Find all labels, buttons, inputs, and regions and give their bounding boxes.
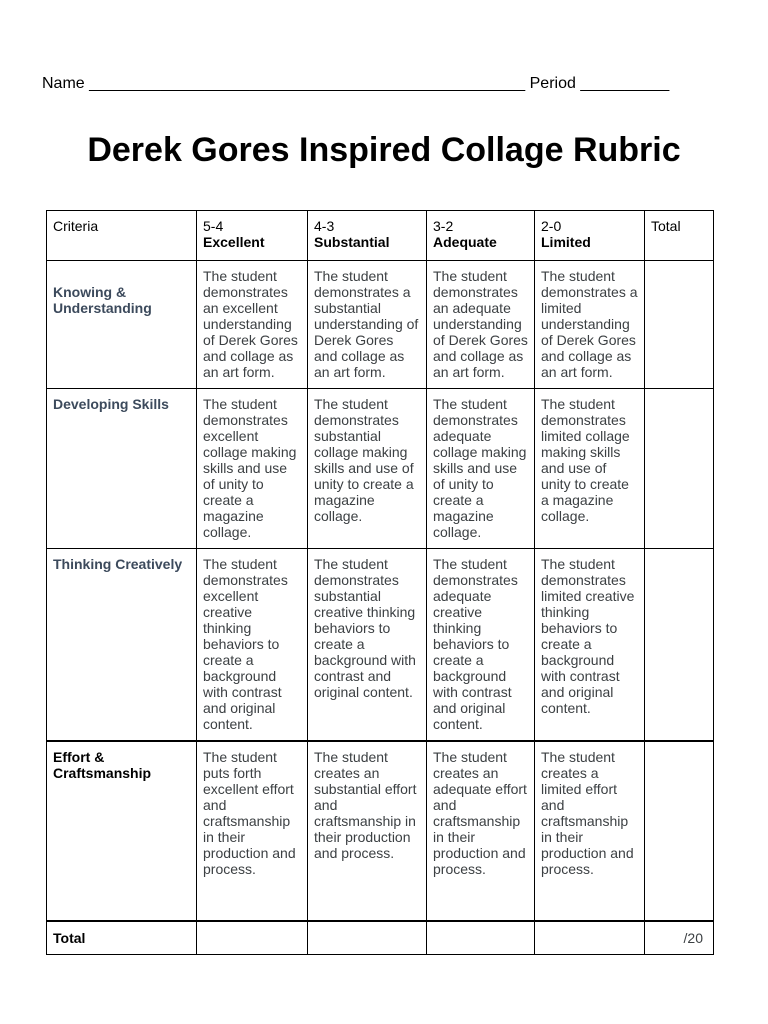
cell-adequate: The student creates an adequate effort and craftsmanship in their production and process. <box>427 741 535 921</box>
name-label: Name <box>42 75 85 92</box>
name-period-line <box>42 74 710 94</box>
level-label: Substantial <box>314 234 390 250</box>
cell-adequate: The student demonstrates adequate collage making skills and use of unity to create a magazine collage. <box>427 389 535 549</box>
header-level-adequate <box>427 211 535 261</box>
cell-limited: The student demonstrates a limited understanding of Derek Gores and collage as an art form. <box>535 261 645 389</box>
table-row <box>47 261 714 389</box>
total-cell-adequate[interactable] <box>427 921 535 955</box>
cell-substantial: The student demonstrates substantial collage making skills and use of unity to create a magazine collage. <box>308 389 427 549</box>
rubric-table <box>46 210 714 955</box>
page-title: Derek Gores Inspired Collage Rubric <box>87 131 681 169</box>
level-score: 2-0 <box>541 218 562 234</box>
level-label: Adequate <box>433 234 497 250</box>
level-score: 4-3 <box>314 218 335 234</box>
level-label: Excellent <box>203 234 265 250</box>
header-level-substantial <box>308 211 427 261</box>
cell-adequate: The student demonstrates an adequate understanding of Derek Gores and collage as an art form. <box>427 261 535 389</box>
total-label: Total <box>47 921 197 955</box>
header-total: Total <box>645 211 714 261</box>
total-cell[interactable] <box>645 549 714 741</box>
grand-total-cell[interactable] <box>645 921 714 955</box>
cell-limited: The student demonstrates limited collage making skills and use of unity to create a magazine collage. <box>535 389 645 549</box>
total-cell[interactable] <box>645 389 714 549</box>
total-cell[interactable] <box>645 741 714 921</box>
level-score: 3-2 <box>433 218 454 234</box>
cell-limited: The student demonstrates limited creative thinking behaviors to create a background with contrast and original content. <box>535 549 645 741</box>
criterion-developing: Developing Skills <box>47 389 197 549</box>
table-row <box>47 741 714 921</box>
criterion-knowing: Knowing & Understanding <box>47 261 197 389</box>
name-blank[interactable]: _________________________________________________ <box>89 75 526 92</box>
cell-substantial: The student demonstrates substantial creative thinking behaviors to create a background with contrast and original content. <box>308 549 427 741</box>
header-criteria: Criteria <box>47 211 197 261</box>
table-header-row <box>47 211 714 261</box>
cell-excellent: The student demonstrates an excellent understanding of Derek Gores and collage as an art form. <box>197 261 308 389</box>
table-row <box>47 549 714 741</box>
cell-substantial: The student demonstrates a substantial understanding of Derek Gores and collage as an art form. <box>308 261 427 389</box>
out-of-label: /20 <box>683 929 703 946</box>
total-cell-limited[interactable] <box>535 921 645 955</box>
total-row <box>47 921 714 955</box>
level-score: 5-4 <box>203 218 224 234</box>
cell-excellent: The student puts forth excellent effort and craftsmanship in their production and process. <box>197 741 308 921</box>
criterion-thinking: Thinking Creatively <box>47 549 197 741</box>
level-label: Limited <box>541 234 591 250</box>
cell-excellent: The student demonstrates excellent collage making skills and use of unity to create a magazine collage. <box>197 389 308 549</box>
cell-substantial: The student creates an substantial effort and craftsmanship in their production and process. <box>308 741 427 921</box>
total-cell[interactable] <box>645 261 714 389</box>
header-level-excellent <box>197 211 308 261</box>
total-cell-excellent[interactable] <box>197 921 308 955</box>
cell-adequate: The student demonstrates adequate creative thinking behaviors to create a background with contrast and original content. <box>427 549 535 741</box>
cell-limited: The student creates a limited effort and craftsmanship in their production and process. <box>535 741 645 921</box>
total-cell-substantial[interactable] <box>308 921 427 955</box>
table-row <box>47 389 714 549</box>
period-blank[interactable]: __________ <box>580 75 670 92</box>
cell-excellent: The student demonstrates excellent creative thinking behaviors to create a background with contrast and original content. <box>197 549 308 741</box>
period-label: Period <box>529 75 576 92</box>
criterion-effort: Effort & Craftsmanship <box>47 741 197 921</box>
header-level-limited <box>535 211 645 261</box>
